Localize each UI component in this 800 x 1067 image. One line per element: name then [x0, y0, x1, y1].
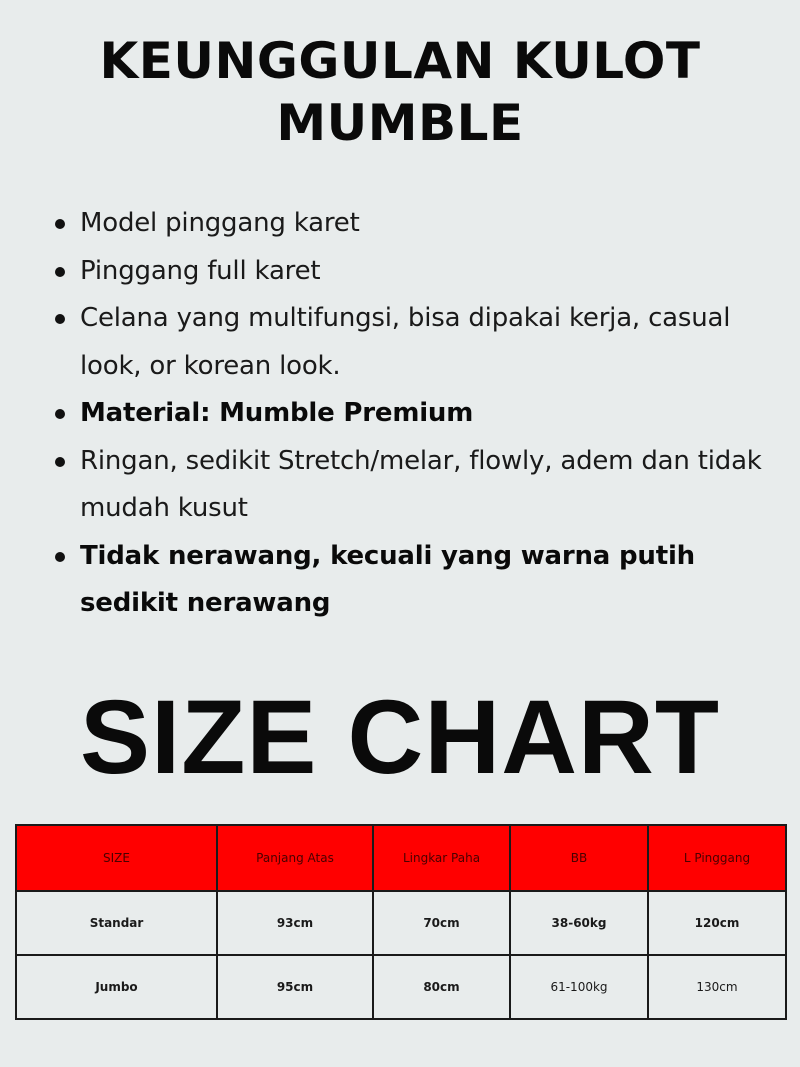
- cell-size: Standar: [16, 891, 217, 955]
- cell-bb: 38-60kg: [510, 891, 648, 955]
- table-row: [16, 955, 786, 1019]
- bullet-icon: [55, 219, 65, 229]
- title-line-1: KEUNGGULAN KULOT: [99, 32, 701, 90]
- table-header-row: [16, 825, 786, 891]
- size-chart-table: [15, 824, 787, 1020]
- page-title: [0, 30, 800, 154]
- cell-l-pinggang: 120cm: [648, 891, 786, 955]
- feature-item: [48, 248, 788, 296]
- bullet-icon: [55, 314, 65, 324]
- cell-l-pinggang: 130cm: [648, 955, 786, 1019]
- features-list: [48, 200, 788, 628]
- size-chart-title: SIZE CHART: [80, 679, 720, 796]
- feature-item: [48, 200, 788, 248]
- feature-text: Tidak nerawang, kecuali yang warna putih sedikit nerawang: [80, 540, 695, 618]
- bullet-icon: [55, 457, 65, 467]
- bullet-icon: [55, 552, 65, 562]
- feature-text: Ringan, sedikit Stretch/melar, flowly, adem dan tidak mudah kusut: [80, 445, 762, 523]
- bullet-icon: [55, 267, 65, 277]
- feature-text: Model pinggang karet: [80, 208, 360, 238]
- feature-text: Pinggang full karet: [80, 255, 321, 286]
- feature-item: [48, 438, 788, 533]
- header-bb: BB: [510, 825, 648, 891]
- header-lingkar-paha: Lingkar Paha: [373, 825, 510, 891]
- cell-size: Jumbo: [16, 955, 217, 1019]
- title-line-2: MUMBLE: [276, 94, 524, 152]
- header-l-pinggang: L Pinggang: [648, 825, 786, 891]
- bullet-icon: [55, 409, 65, 419]
- feature-item: [48, 533, 788, 628]
- feature-text: Celana yang multifungsi, bisa dipakai kerja, casual look, or korean look.: [80, 303, 731, 381]
- header-size: SIZE: [16, 825, 217, 891]
- cell-lingkar-paha: 70cm: [373, 891, 510, 955]
- header-panjang-atas: Panjang Atas: [217, 825, 373, 891]
- table-row: [16, 891, 786, 955]
- feature-item: [48, 295, 788, 390]
- cell-panjang-atas: 93cm: [217, 891, 373, 955]
- cell-bb: 61-100kg: [510, 955, 648, 1019]
- feature-text: Material: Mumble Premium: [80, 398, 474, 428]
- feature-item: [48, 390, 788, 438]
- cell-panjang-atas: 95cm: [217, 955, 373, 1019]
- cell-lingkar-paha: 80cm: [373, 955, 510, 1019]
